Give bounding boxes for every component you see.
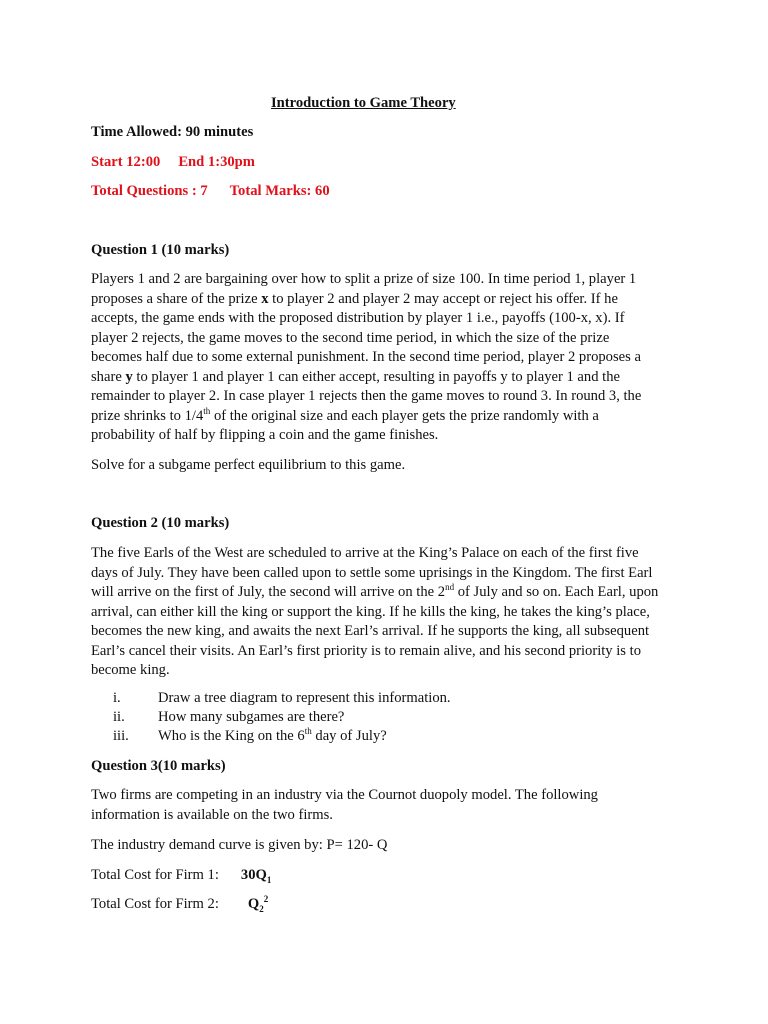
list-item: iii. Who is the King on the 6th day of July? xyxy=(113,726,387,744)
q1-line: share y to player 1 and player 1 can either accept, resulting in payoffs y to player 1 and the xyxy=(91,368,620,385)
q1-line: probability of half by flipping a coin and the game finishes. xyxy=(91,427,439,443)
variable-y: y xyxy=(125,368,133,385)
q2-line: Earl’s cancel their visits. An Earl’s first priority is to remain alive, and his second priority is to xyxy=(91,642,641,659)
end-time: End 1:30pm xyxy=(178,154,255,170)
question-1-heading: Question 1 (10 marks) xyxy=(91,242,230,258)
q3-line: information is available on the two firms. xyxy=(91,806,333,823)
q1-line: prize shrinks to 1/4th of the original size and each player gets the prize randomly with a xyxy=(91,405,599,424)
q1-line: proposes a share of the prize x to player 2 and player 2 may accept or reject his offer. If he xyxy=(91,290,618,307)
q2-line: days of July. They have been called upon to settle some uprisings in the Kingdom. The first Earl xyxy=(91,564,653,581)
exam-totals xyxy=(91,182,330,201)
question-3-body xyxy=(91,786,598,825)
exam-start-end xyxy=(91,153,255,172)
q2-line: will arrive on the first of July, the second will arrive on the 2nd of July and so on. Each Earl, upon xyxy=(91,582,659,600)
q1-line: player 2 rejects, the game moves to the second time period, in which the size of the prize xyxy=(91,329,610,346)
q3-line: Two firms are competing in an industry via the Cournot duopoly model. The following xyxy=(91,787,598,803)
question-3-heading: Question 3(10 marks) xyxy=(91,758,226,774)
list-item: ii. How many subgames are there? xyxy=(113,709,345,725)
q2-line: arrival, can either kill the king or support the king. If he kills the king, he takes the king’s place, xyxy=(91,603,650,620)
document-title: Introduction to Game Theory xyxy=(271,95,456,111)
total-cost-firm-1: Total Cost for Firm 1: $30Q_1$ xyxy=(91,867,272,885)
total-marks: Total Marks: 60 xyxy=(229,183,330,199)
variable-x: x xyxy=(261,290,269,307)
q1-line: becomes half due to some external punishment. In the second time period, player 2 proposes a xyxy=(91,349,641,365)
q1-line: remainder to player 2. In case player 1 rejects then the game moves to round 3. In round 3, the xyxy=(91,388,642,404)
list-item: i. Draw a tree diagram to represent this information. xyxy=(113,690,451,706)
total-questions: Total Questions : 7 xyxy=(91,183,208,199)
q2-line: become king. xyxy=(91,662,170,678)
q1-line: Players 1 and 2 are bargaining over how to split a prize of size 100. In time period 1, player 1 xyxy=(91,271,637,287)
question-1-body xyxy=(91,270,641,446)
total-cost-firm-2: Total Cost for Firm 2: $Q_2^2$ xyxy=(91,894,269,914)
q1-line: accepts, the game ends with the proposed distribution by player 1 i.e., payoffs (100-x, x). If xyxy=(91,310,625,326)
question-1-instruction: Solve for a subgame perfect equilibrium to this game. xyxy=(91,457,406,473)
q2-line: The five Earls of the West are scheduled to arrive at the King’s Palace on each of the first five xyxy=(91,545,639,561)
demand-curve: The industry demand curve is given by: P= 120- Q xyxy=(91,837,388,853)
start-time: Start 12:00 xyxy=(91,154,161,170)
time-allowed: Time Allowed: 90 minutes xyxy=(91,124,254,140)
question-2-heading: Question 2 (10 marks) xyxy=(91,515,230,531)
question-2-body xyxy=(91,544,658,681)
q2-line: becomes the new king, and awaits the next Earl’s arrival. If he supports the king, all subsequent xyxy=(91,623,650,639)
